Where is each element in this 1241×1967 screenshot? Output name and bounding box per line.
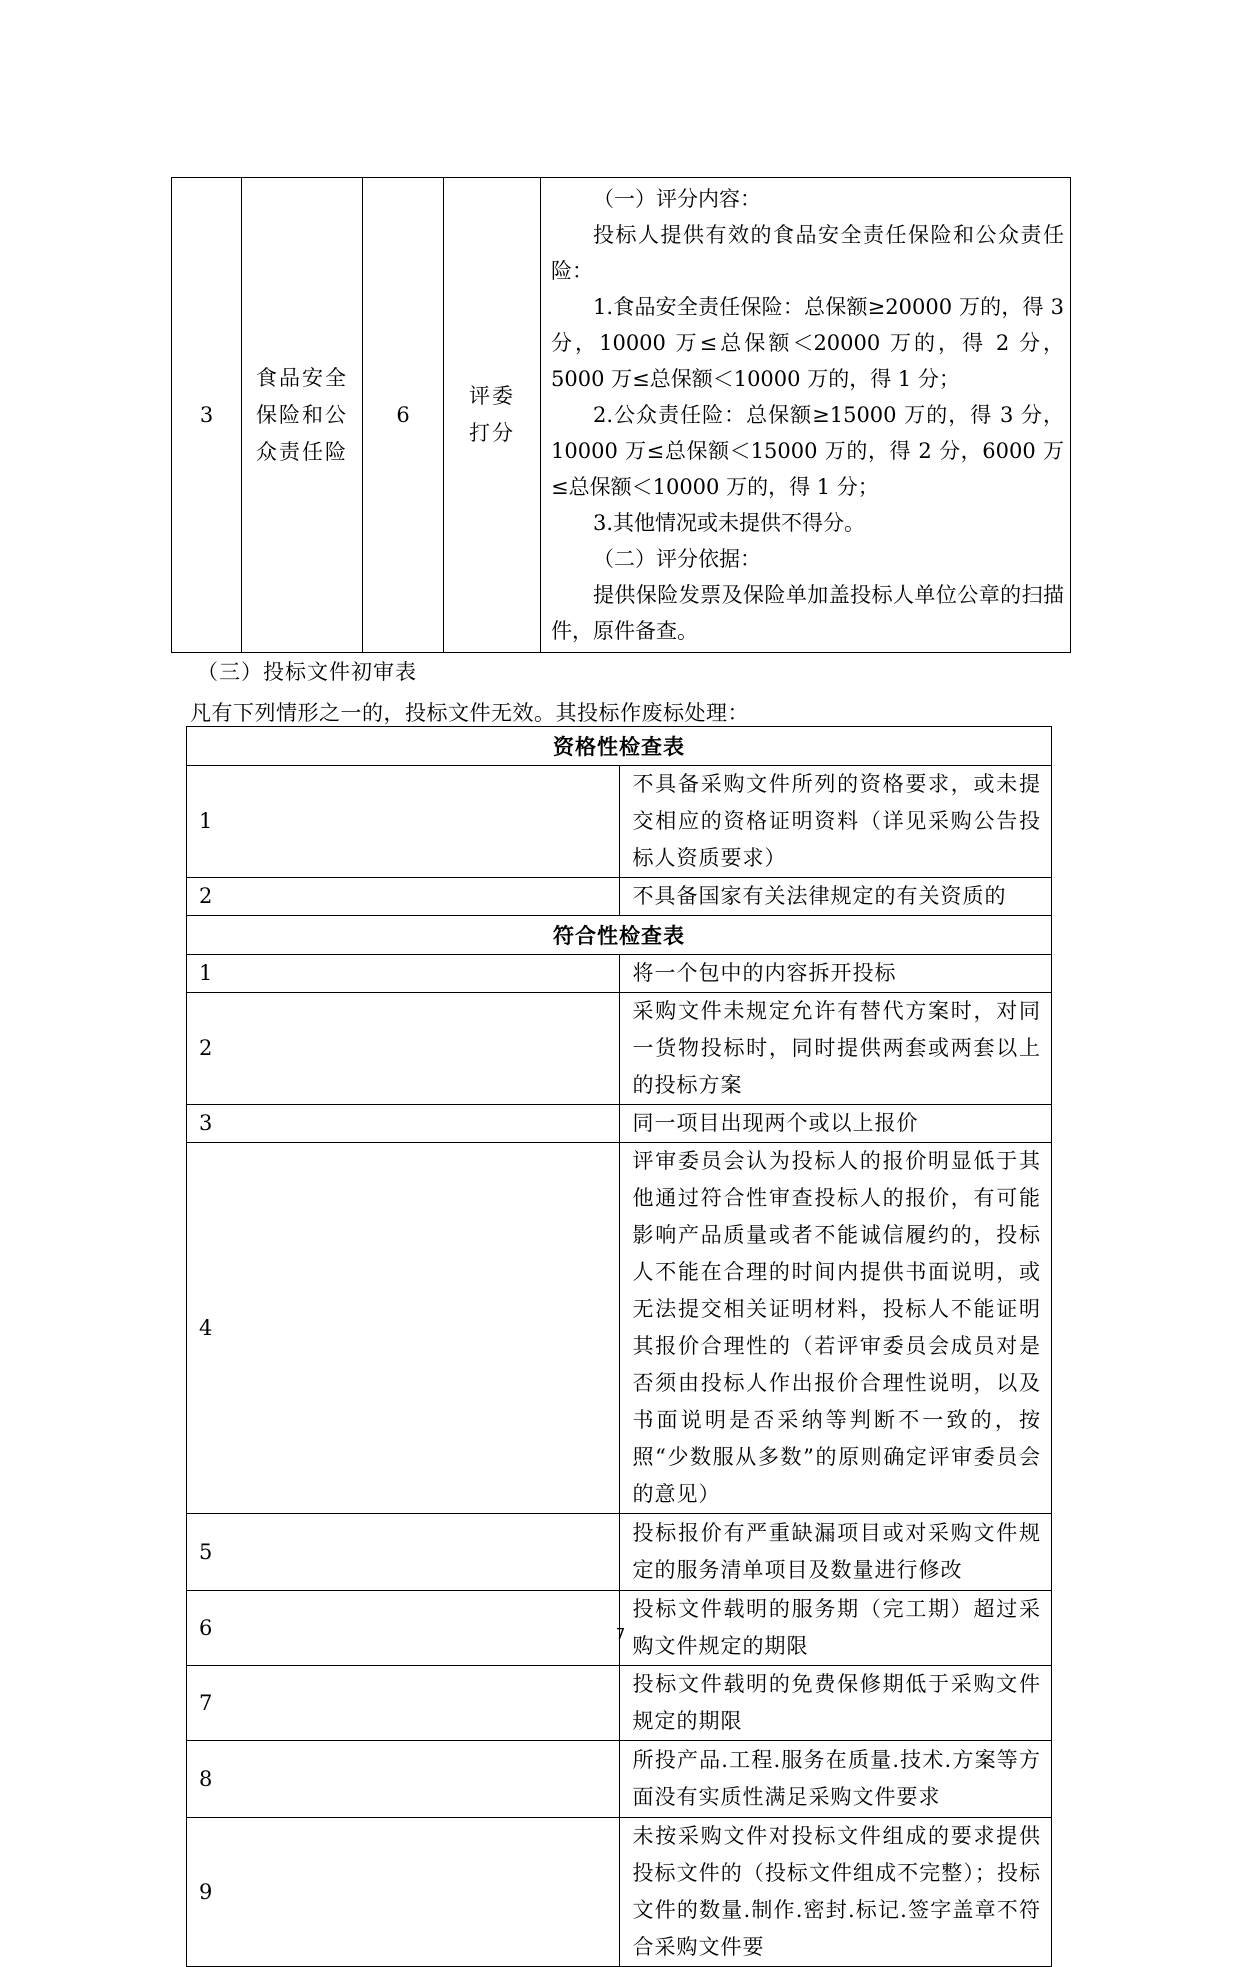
scoring-method-line: 评委 bbox=[469, 384, 515, 408]
scoring-method bbox=[444, 178, 541, 653]
scoring-table bbox=[171, 177, 1071, 653]
row-number: 6 bbox=[187, 1591, 620, 1666]
row-text: 同一项目出现两个或以上报价 bbox=[619, 1105, 1052, 1143]
qualification-title: 资格性检查表 bbox=[187, 727, 1052, 766]
table-row bbox=[187, 955, 1052, 993]
row-number: 2 bbox=[187, 878, 620, 916]
table-row bbox=[187, 993, 1052, 1105]
scoring-method-line: 打分 bbox=[469, 421, 515, 445]
detail-paragraph: 提供保险发票及保险单加盖投标人单位公章的扫描件，原件备查。 bbox=[551, 583, 1064, 643]
table-row bbox=[187, 1741, 1052, 1818]
detail-paragraph: 2.公众责任险：总保额≥15000 万的，得 3 分，10000 万≤总保额＜15000 万的，得 2 分，6000 万≤总保额＜10000 万的，得 1 分； bbox=[551, 403, 1064, 499]
page-number: 7 bbox=[615, 1625, 626, 1643]
section-title: （三）投标文件初审表 bbox=[197, 660, 417, 684]
row-text: 评审委员会认为投标人的报价明显低于其他通过符合性审查投标人的报价，有可能影响产品质量或者不能诚信履约的，投标人不能在合理的时间内提供书面说明，或无法提交相关证明材料，投标人不能证明其报价合理性的（若评审委员会成员对是否须由投标人作出报价合理性说明，以及书面说明是否采纳等判断不一致的，按照“少数服从多数”的原则确定评审委员会的意见） bbox=[619, 1143, 1052, 1514]
item-name-line: 食品安全 bbox=[256, 365, 348, 390]
item-name bbox=[242, 178, 363, 653]
table-header-row bbox=[187, 727, 1052, 766]
detail-paragraph: （二）评分依据： bbox=[593, 547, 761, 571]
detail-paragraph: （一）评分内容： bbox=[593, 187, 761, 211]
item-name-line: 众责任险 bbox=[256, 439, 348, 464]
row-number: 3 bbox=[187, 1105, 620, 1143]
item-number: 3 bbox=[172, 178, 242, 653]
row-text: 未按采购文件对投标文件组成的要求提供投标文件的（投标文件组成不完整）；投标文件的数量.制作.密封.标记.签字盖章不符合采购文件要 bbox=[619, 1818, 1052, 1967]
table-header-row bbox=[187, 916, 1052, 955]
row-number: 5 bbox=[187, 1514, 620, 1591]
row-number: 4 bbox=[187, 1143, 620, 1514]
detail-paragraph: 投标人提供有效的食品安全责任保险和公众责任险： bbox=[551, 223, 1064, 283]
table-row bbox=[187, 1514, 1052, 1591]
detail-paragraph: 3.其他情况或未提供不得分。 bbox=[593, 511, 866, 535]
row-text: 不具备国家有关法律规定的有关资质的 bbox=[619, 878, 1052, 916]
row-text: 投标报价有严重缺漏项目或对采购文件规定的服务清单项目及数量进行修改 bbox=[619, 1514, 1052, 1591]
table-row bbox=[187, 1818, 1052, 1967]
row-text: 不具备采购文件所列的资格要求，或未提交相应的资格证明资料（详见采购公告投标人资质要求） bbox=[619, 766, 1052, 878]
row-number: 7 bbox=[187, 1666, 620, 1741]
row-text: 采购文件未规定允许有替代方案时，对同一货物投标时，同时提供两套或两套以上的投标方案 bbox=[619, 993, 1052, 1105]
row-number: 8 bbox=[187, 1741, 620, 1818]
review-table bbox=[186, 726, 1052, 1967]
row-number: 1 bbox=[187, 955, 620, 993]
scoring-detail bbox=[541, 178, 1071, 653]
row-text: 投标文件载明的免费保修期低于采购文件规定的期限 bbox=[619, 1666, 1052, 1741]
row-text: 将一个包中的内容拆开投标 bbox=[619, 955, 1052, 993]
table-row bbox=[187, 878, 1052, 916]
detail-paragraph: 1.食品安全责任保险：总保额≥20000 万的，得 3 分，10000 万≤总保额＜20000 万的，得 2 分，5000 万≤总保额＜10000 万的，得 1 分； bbox=[551, 295, 1064, 391]
item-score: 6 bbox=[363, 178, 444, 653]
row-number: 1 bbox=[187, 766, 620, 878]
item-name-line: 保险和公 bbox=[256, 402, 348, 427]
row-number: 9 bbox=[187, 1818, 620, 1967]
table-row bbox=[187, 1105, 1052, 1143]
conformity-title: 符合性检查表 bbox=[187, 916, 1052, 955]
table-row bbox=[187, 1666, 1052, 1741]
row-text: 投标文件载明的服务期（完工期）超过采购文件规定的期限 bbox=[619, 1591, 1052, 1666]
intro-text: 凡有下列情形之一的，投标文件无效。其投标作废标处理： bbox=[190, 701, 749, 725]
table-row bbox=[187, 766, 1052, 878]
row-text: 所投产品.工程.服务在质量.技术.方案等方面没有实质性满足采购文件要求 bbox=[619, 1741, 1052, 1818]
scoring-row bbox=[172, 178, 1071, 653]
table-row bbox=[187, 1143, 1052, 1514]
row-number: 2 bbox=[187, 993, 620, 1105]
